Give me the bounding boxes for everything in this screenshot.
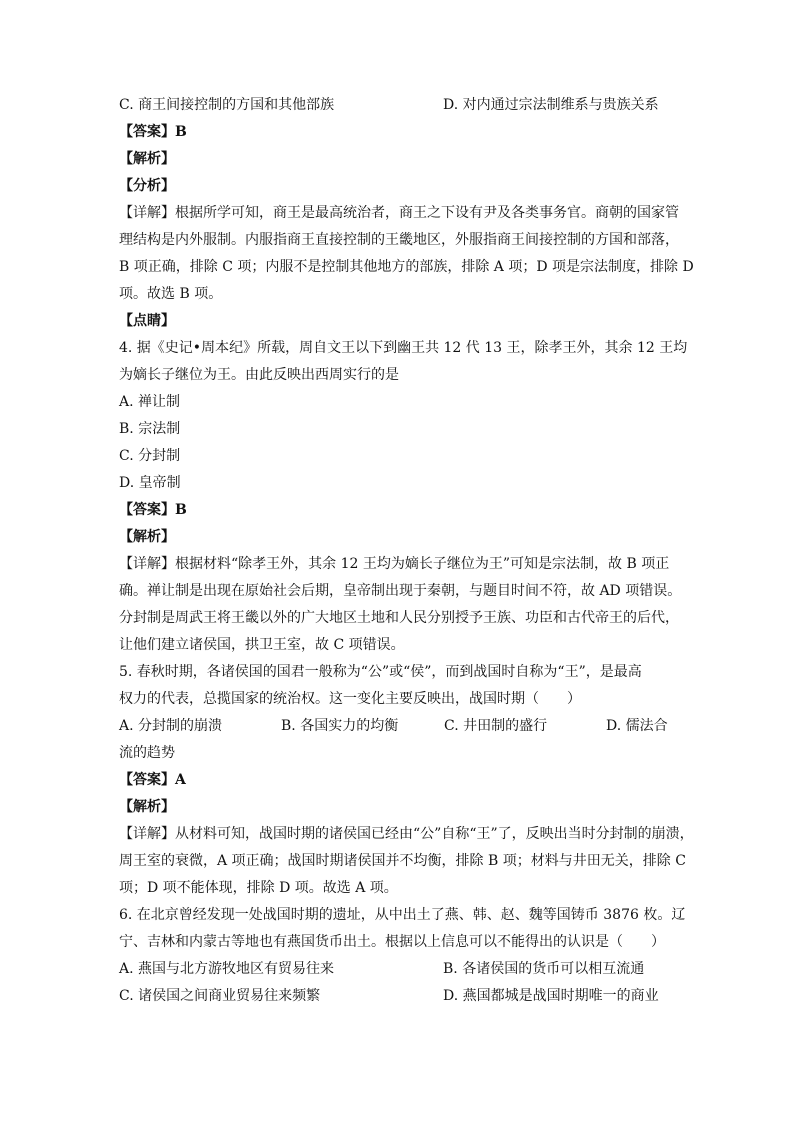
answer-label: 【答案】B bbox=[119, 502, 187, 518]
option-a: A. 分封制的崩溃 bbox=[119, 718, 223, 734]
question-5-text: 权力的代表，总揽国家的统治权。这一变化主要反映出，战国时期（ ） bbox=[119, 691, 581, 707]
analysis-label: 【解析】 bbox=[119, 151, 175, 167]
detail-text: 【详解】从材料可知，战国时期的诸侯国已经由“公”自称“王”了，反映出当时分封制的崩溃， bbox=[119, 826, 694, 842]
question-5-text: 5. 春秋时期，各诸侯国的国君一般称为“公”或“侯”，而到战国时自称为“王”，是最高 bbox=[119, 664, 642, 680]
answer-label: 【答案】A bbox=[119, 772, 186, 788]
detail-text: 让他们建立诸侯国，拱卫王室，故 C 项错误。 bbox=[119, 637, 405, 653]
tip-label: 【点睛】 bbox=[119, 313, 175, 329]
question-6-text: 宁、吉林和内蒙古等地也有燕国货币出土。根据以上信息可以不能得出的认识是（ ） bbox=[119, 934, 665, 950]
question-4-text: 4. 据《史记•周本纪》所载，周自文王以下到幽王共 12 代 13 王，除孝王外，其余 12 王均 bbox=[119, 340, 688, 356]
option-d: D. 燕国都城是战国时期唯一的商业 bbox=[443, 988, 659, 1004]
detail-text: 周王室的衰微，A 项正确；战国时期诸侯国并不均衡，排除 B 项；材料与井田无关，排除 C bbox=[119, 853, 686, 869]
option-a: A. 燕国与北方游牧地区有贸易往来 bbox=[119, 961, 335, 977]
option-b: B. 宗法制 bbox=[119, 421, 181, 437]
option-b: B. 各国实力的均衡 bbox=[281, 718, 399, 734]
option-b: B. 各诸侯国的货币可以相互流通 bbox=[443, 961, 645, 977]
detail-text: B 项正确，排除 C 项；内服不是控制其他地方的部族，排除 A 项；D 项是宗法制度，排除 D bbox=[119, 259, 694, 275]
analysis-label: 【解析】 bbox=[119, 529, 175, 545]
analysis-label: 【解析】 bbox=[119, 799, 175, 815]
option-d: D. 皇帝制 bbox=[119, 475, 181, 491]
option-d: D. 对内通过宗法制维系与贵族关系 bbox=[443, 97, 659, 113]
detail-text: 确。禅让制是出现在原始社会后期，皇帝制出现于秦朝，与题目时间不符，故 AD 项错误。 bbox=[119, 583, 682, 599]
detail-text: 项。故选 B 项。 bbox=[119, 286, 223, 302]
option-c: C. 诸侯国之间商业贸易往来频繁 bbox=[119, 988, 321, 1004]
question-4-text: 为嫡长子继位为王。由此反映出西周实行的是 bbox=[119, 367, 399, 383]
option-c: C. 分封制 bbox=[119, 448, 181, 464]
question-6-text: 6. 在北京曾经发现一处战国时期的遗址，从中出土了燕、韩、赵、魏等国铸币 3876 枚。辽 bbox=[119, 907, 686, 923]
analysis-sub: 【分析】 bbox=[119, 178, 175, 194]
detail-text: 【详解】根据所学可知，商王是最高统治者，商王之下设有尹及各类事务官。商朝的国家管 bbox=[119, 205, 679, 221]
detail-text: 分封制是周武王将王畿以外的广大地区土地和人民分别授予王族、功臣和古代帝王的后代， bbox=[119, 610, 679, 626]
detail-text: 项；D 项不能体现，排除 D 项。故选 A 项。 bbox=[119, 880, 398, 896]
option-c: C. 商王间接控制的方国和其他部族 bbox=[119, 97, 335, 113]
detail-text: 【详解】根据材料“除孝王外，其余 12 王均为嫡长子继位为王”可知是宗法制，故 B 项正 bbox=[119, 556, 670, 572]
option-a: A. 禅让制 bbox=[119, 394, 181, 410]
option-d-cont: 流的趋势 bbox=[119, 745, 175, 761]
option-c: C. 井田制的盛行 bbox=[444, 718, 548, 734]
option-d: D. 儒法合 bbox=[606, 718, 668, 734]
detail-text: 理结构是内外服制。内服指商王直接控制的王畿地区，外服指商王间接控制的方国和部落， bbox=[119, 232, 679, 248]
answer-label: 【答案】B bbox=[119, 124, 187, 140]
